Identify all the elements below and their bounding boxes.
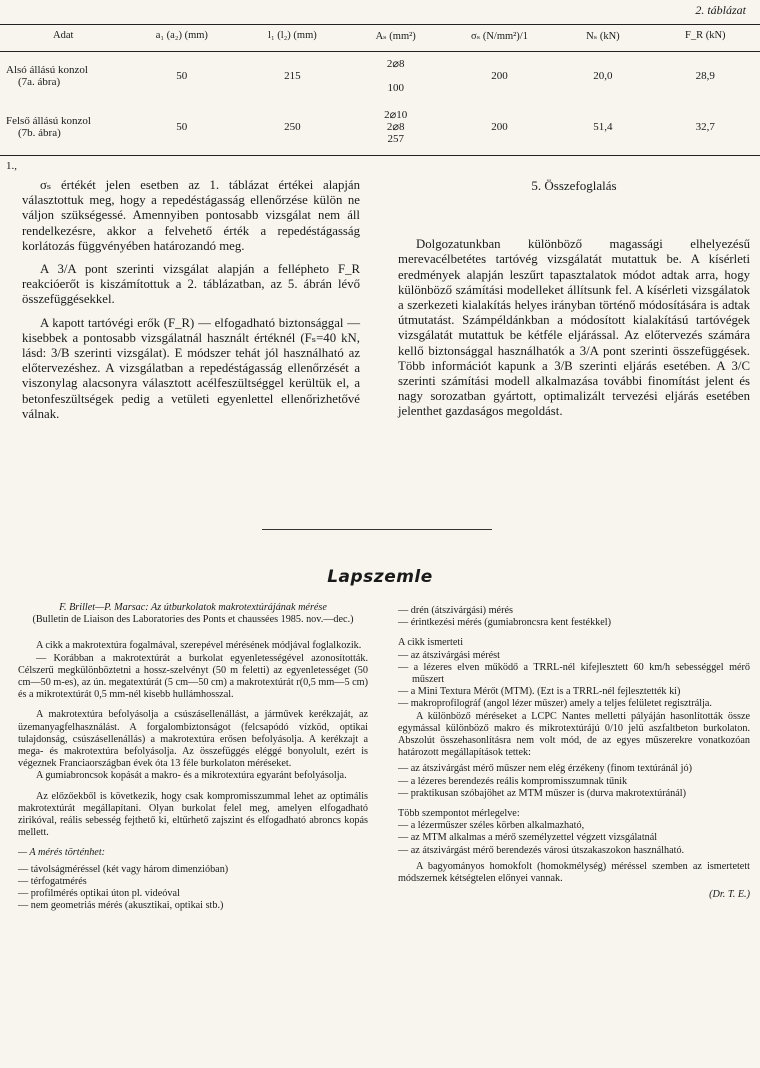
cell-sigma: 200	[491, 70, 508, 82]
list-item: — érintkezési mérés (gumiabroncsra kent festékkel)	[398, 617, 612, 629]
cell-l: 250	[284, 121, 301, 133]
table-caption: 2. táblázat	[695, 3, 746, 17]
list-item: — térfogatmérés	[18, 875, 87, 887]
criteria-list	[398, 820, 750, 857]
cell-as	[348, 103, 444, 151]
cell-l: 215	[284, 70, 301, 82]
list-item: — a Mini Textura Mérőt (MTM). (Ezt is a TRRL-nél fejlesztették ki)	[398, 686, 681, 698]
header-ns: Nₛ (kN)	[586, 30, 620, 42]
header-a: a₁ (a₂) (mm)	[155, 30, 208, 41]
table-header-row	[0, 22, 760, 49]
list-item: — az átszivárgási mérést	[398, 649, 500, 661]
list-item: — távolságméréssel (két vagy három dimenzióban)	[18, 863, 229, 875]
cell-a: 50	[176, 70, 188, 82]
left-paragraph: σₛ értékét jelen esetben az 1. táblázat értékei alapján választottuk meg, hogy a repedéstágasság ellenőrzése külön ne váljon szükségessé. Amennyiben pontosabb vizsgálat nem áll rendelkezésre, akkor a felvehető érték a repedéstágasság korlátozás függvényében határozandó meg.	[22, 178, 360, 253]
header-adat: Adat	[52, 30, 74, 41]
known-list	[398, 650, 750, 711]
cell-as-line: 2⌀10	[384, 109, 408, 121]
cell-sigma: 200	[491, 121, 508, 133]
findings-list	[398, 763, 750, 800]
cell-fr: 28,9	[695, 70, 715, 82]
cell-as-line: 2⌀8	[386, 58, 405, 70]
left-column	[22, 178, 360, 422]
list-item: — drén (átszivárgási) mérés	[398, 605, 513, 616]
left-paragraph: A kapott tartóvégi erők (F_R) — elfogadható biztonsággal — kisebbek a pontosabb vizsgálatnál használt értéknél (Fₛ=40 kN, lásd: 3/B szerinti vizsgálat). E módszer tehát jól használható az előtervezéshez. A vizsgálatban a repedéstágasság ellenőrzését a viszonylag alacsonyra választott acélfeszültséggel kerültük el, a betonfeszültségek pedig a vetületi egyenlettel ellenőrizhetővé válnak.	[22, 315, 360, 421]
row-label	[0, 103, 126, 151]
methods-list-continued	[398, 605, 750, 629]
list-item: — a lézeres elven működő a TRRL-nél kifejlesztett 60 km/h sebességgel mérő műszert	[398, 661, 750, 686]
criteria-label: Több szempontot mérlegelve:	[398, 808, 520, 820]
header-fr: F_R (kN)	[685, 30, 726, 41]
row-label-figure: (7a. ábra)	[18, 76, 61, 88]
methods-list	[18, 864, 368, 913]
review-paragraph: A cikk a makrotextúra fogalmával, szerepével mérésének módjával foglalkozik.	[36, 640, 362, 652]
cell-as	[348, 49, 444, 103]
review-paragraph: Az előzőekből is következik, hogy csak kompromisszummal lehet az optimális makrotextúrát megállapítani. Olyan burkolat felel meg, amelyen elfogadható zirikóval, reális sebesség fejthető ki, eltűrhető zajszint és elfogadható abroncs kopás mellett.	[18, 790, 368, 839]
review-reference-source: (Bulletin de Liaison des Laboratories des Ponts et chaussées 1985. nov.—dec.)	[32, 614, 354, 626]
table-row	[0, 49, 760, 103]
list-item: — a lézerműszer széles körben alkalmazható,	[398, 820, 585, 832]
review-closing: A bagyományos homokfolt (homokmélység) méréssel szemben az ismertetett módszernek kétségtelen előnyei vannak.	[398, 860, 750, 885]
review-reference-title: F. Brillet—P. Marsac: Az útburkolatok makrotextúrájának mérése	[59, 602, 327, 613]
cell-ns: 20,0	[593, 70, 613, 82]
row-label-figure: (7b. ábra)	[18, 127, 61, 139]
row-label	[0, 49, 126, 103]
row-label-main: Felső állású konzol	[6, 115, 91, 127]
review-paragraph: — Korábban a makrotextúrát a burkolat egyenletességével azonosították. Célszerű megkülönböztetni a hossz-szelvényt (50 m feletti) az egyenletességet (50 cm—50 m-es), az ún. megatextúrát (5 cm—50 cm) a makrotextúrát r(0,5 mm—5 cm) és a mikrotextúrát 0,5 mm-nél kisebb hullámhosszal.	[18, 652, 368, 701]
cell-as-line: 2⌀8	[386, 121, 405, 133]
right-column	[398, 178, 750, 420]
list-item: — nem geometriás mérés (akusztikai, optikai stb.)	[18, 900, 224, 912]
review-left-column	[18, 602, 368, 912]
list-item: — az MTM alkalmas a mérő személyzettel végzett vizsgálatnál	[398, 832, 658, 844]
methods-label: — A mérés történhet:	[18, 847, 106, 859]
list-item: — az átszivárgást mérő berendezés városi útszakaszokon használható.	[398, 844, 685, 856]
list-item: — praktikusan szóbajöhet az MTM műszer is (durva makrotextúránál)	[398, 787, 686, 799]
review-signature: (Dr. T. E.)	[709, 889, 750, 901]
review-paragraph: A gumiabroncsok kopását a makro- és a mikrotextúra egyaránt befolyásolja.	[36, 770, 347, 782]
review-title: Lapszemle	[327, 567, 433, 587]
cell-as-line: 100	[387, 82, 404, 94]
list-item: — profilmérés optikai úton pl. videóval	[18, 888, 180, 900]
left-paragraph: A 3/A pont szerinti vizsgálat alapján a fellépheto F_R reakcióerőt is kiszámítottuk a 2. táblázatban, az 5. ábrán lévő összefüggésekkel.	[22, 262, 360, 307]
list-item: — a lézeres berendezés reális kompromisszumnak tűnik	[398, 775, 628, 787]
header-l: l₁ (l₂) (mm)	[268, 30, 317, 41]
review-right-column	[398, 605, 750, 901]
cell-fr: 32,7	[695, 121, 715, 133]
known-label: A cikk ismerteti	[398, 637, 464, 649]
table-footnote-mark: 1.,	[6, 160, 17, 172]
list-item: — makroprofilográf (angol lézer műszer) amely a teljes felületet regisztrálja.	[398, 698, 712, 710]
data-table	[0, 22, 760, 151]
review-paragraph: A különböző méréseket a LCPC Nantes melletti pályáján hasonlították össze egymással különböző makro és mikrotextúrájú 0/10 jelű aszfaltbeton burkolaton. Abszolút összehasonlításra nem volt mód, de az egyes műszerekre vonatkozóan határozott megállapítások tettek:	[398, 710, 750, 759]
section-heading: 5. Összefoglalás	[531, 178, 617, 193]
section-separator	[262, 529, 492, 530]
review-paragraph: A makrotextúra befolyásolja a csúszásellenállást, a járművek kerékzaját, az üzemanyagfelhasználást. A forgalombiztonságot (felcsapódó vízköd, optikai tulajdonság, csúszásellenállás) a makrotextúra erősen befolyásolja. A kerékzajt a mega- és makrotextúra befolyásolja. Az összefüggés eléggé bonyolult, ezért is végeznek Franciaországban évek óta 13 féle burkolaton méréseket.	[18, 709, 368, 770]
list-item: — az átszivárgást mérő műszer nem elég érzékeny (finom textúránál jó)	[398, 763, 692, 775]
table-bottom-rule	[0, 155, 760, 156]
cell-ns: 51,4	[593, 121, 613, 133]
cell-as-line: 257	[387, 133, 404, 145]
header-sigma: σₛ (N/mm²)/1	[471, 30, 528, 42]
row-label-main: Alsó állású konzol	[6, 64, 88, 76]
right-paragraph: Dolgozatunkban különböző magassági elhelyezésű merevacélbetétes tartóvég vizsgálatát mutattuk be. A kísérleti eredmények alapján leszűrt tapasztalatok módot adtak arra, hogy különböző számítási modelleket állítsunk fel. A kísérleti vizsgálatok a szerkezeti kialakítás helyes irányban történő módosítására is adtak útmutatást. Számpéldánkban a módosított kialakítású tartóvégek vizsgálatát mutattuk be kétféle eljárással. Az előtervezés számára kellő biztonsággal használhatók a 3/A pont szerinti összefüggések. Több információt kapunk a 3/B szerinti eljárás esetében. A 3/C szerinti számítási modell alkalmazása további finomítást jelent és nagy sorozatban gyártott, optimalizált tervezési eljárás esetében jelenthet gazdaságos megoldást.	[398, 237, 750, 419]
cell-a: 50	[176, 121, 188, 133]
header-as: Aₛ (mm²)	[375, 30, 416, 42]
table-row	[0, 103, 760, 151]
